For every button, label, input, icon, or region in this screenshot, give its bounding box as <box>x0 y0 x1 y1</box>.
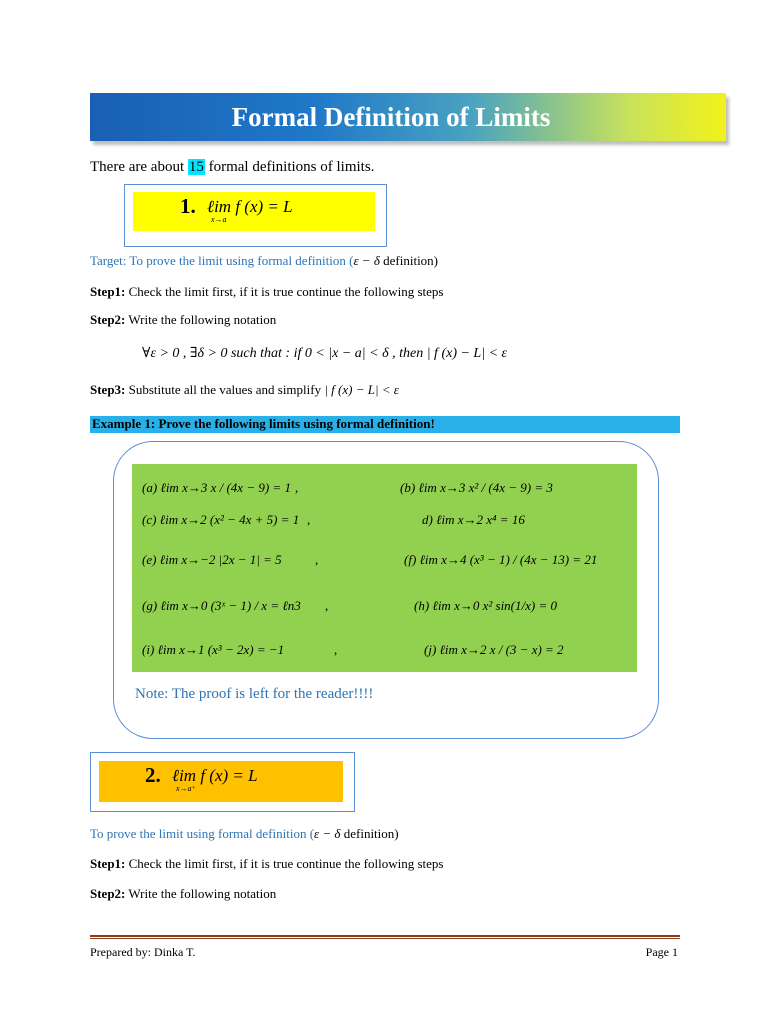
step3-label: Step3: <box>90 382 126 397</box>
definition-2-expression <box>172 766 258 793</box>
target-text-2: To prove the limit using formal definition ( <box>90 826 315 841</box>
target-text: Target: To prove the limit using formal definition ( <box>90 253 354 268</box>
example-item: d) ℓim x→2 x⁴ = 16 <box>422 512 525 527</box>
step2-line-2 <box>90 886 276 902</box>
example-item: (i) ℓim x→1 (x³ − 2x) = −1 <box>142 642 285 657</box>
target-end: definition) <box>379 253 439 268</box>
example-item: (h) ℓim x→0 x² sin(1/x) = 0 <box>414 598 557 613</box>
definition-2-number: 2. <box>145 763 161 787</box>
step1-label-2: Step1: <box>90 856 126 871</box>
step2-text: Write the following notation <box>125 312 277 327</box>
step1-text: Check the limit first, if it is true continue the following steps <box>125 284 444 299</box>
example-header-bar <box>90 416 680 433</box>
footer-author: Prepared by: Dinka T. <box>90 945 196 959</box>
example-item: (a) ℓim x→3 x / (4x − 9) = 1 <box>142 480 291 495</box>
separator-comma: , <box>315 552 319 567</box>
example-item: (c) ℓim x→2 (x² − 4x + 5) = 1 <box>142 512 300 527</box>
step2-line <box>90 312 276 328</box>
example-item: (g) ℓim x→0 (3ˣ − 1) / x = ℓn3 <box>142 598 301 613</box>
definition-1-expression <box>207 197 293 224</box>
step3-line <box>90 382 399 398</box>
separator-comma: , <box>334 642 338 657</box>
title-banner <box>90 93 726 141</box>
separator-comma: , <box>295 480 299 495</box>
definition-2-sub: x→a⁺ <box>176 784 196 793</box>
page-title: Formal Definition of Limits <box>231 101 551 132</box>
example-item: (e) ℓim x→−2 |2x − 1| = 5 <box>142 552 282 567</box>
definition-2-expr: ℓim f (x) = L <box>172 766 258 785</box>
example-item: (j) ℓim x→2 x / (3 − x) = 2 <box>424 642 564 657</box>
definition-1-sub: x→a <box>211 215 227 224</box>
footer-rule-thin <box>90 938 680 939</box>
eps-delta: ε − δ <box>353 253 380 268</box>
target-end-2: definition) <box>340 826 399 841</box>
example-item: (b) ℓim x→3 x² / (4x − 9) = 3 <box>400 480 553 495</box>
definition-1-number: 1. <box>180 194 196 218</box>
definition-1-box <box>133 192 375 231</box>
target-line <box>90 253 438 269</box>
definition-1-expr: ℓim f (x) = L <box>207 197 293 216</box>
step2-text-2: Write the following notation <box>125 886 277 901</box>
intro-before: There are about <box>90 159 188 175</box>
eps-delta-2: ε − δ <box>314 826 341 841</box>
definition-2-box <box>99 761 343 802</box>
example-item: (f) ℓim x→4 (x³ − 1) / (4x − 13) = 21 <box>404 552 598 567</box>
step3-expression: | f (x) − L| < ε <box>324 382 399 397</box>
step2-label: Step2: <box>90 312 126 327</box>
intro-text <box>90 159 374 176</box>
note-text: Note: The proof is left for the reader!!!! <box>135 686 374 702</box>
footer-rule <box>90 935 680 937</box>
step1-label: Step1: <box>90 284 126 299</box>
epsilon-delta-notation: ∀ε > 0 , ∃δ > 0 such that : if 0 < |x − a| < δ , then | f (x) − L| < ε <box>142 346 508 361</box>
step1-line-2 <box>90 856 443 872</box>
example-header: Example 1: Prove the following limits using formal definition! <box>92 416 435 431</box>
step1-text-2: Check the limit first, if it is true continue the following steps <box>125 856 444 871</box>
separator-comma: , <box>307 512 311 527</box>
intro-after: formal definitions of limits. <box>204 159 375 175</box>
target-line-2 <box>90 826 399 842</box>
step2-label-2: Step2: <box>90 886 126 901</box>
intro-highlight: 15 <box>188 159 204 175</box>
separator-comma: , <box>325 598 329 613</box>
footer-page-number: Page 1 <box>645 945 678 959</box>
example-panel <box>132 464 637 672</box>
step3-text: Substitute all the values and simplify <box>125 382 325 397</box>
step1-line <box>90 284 443 300</box>
